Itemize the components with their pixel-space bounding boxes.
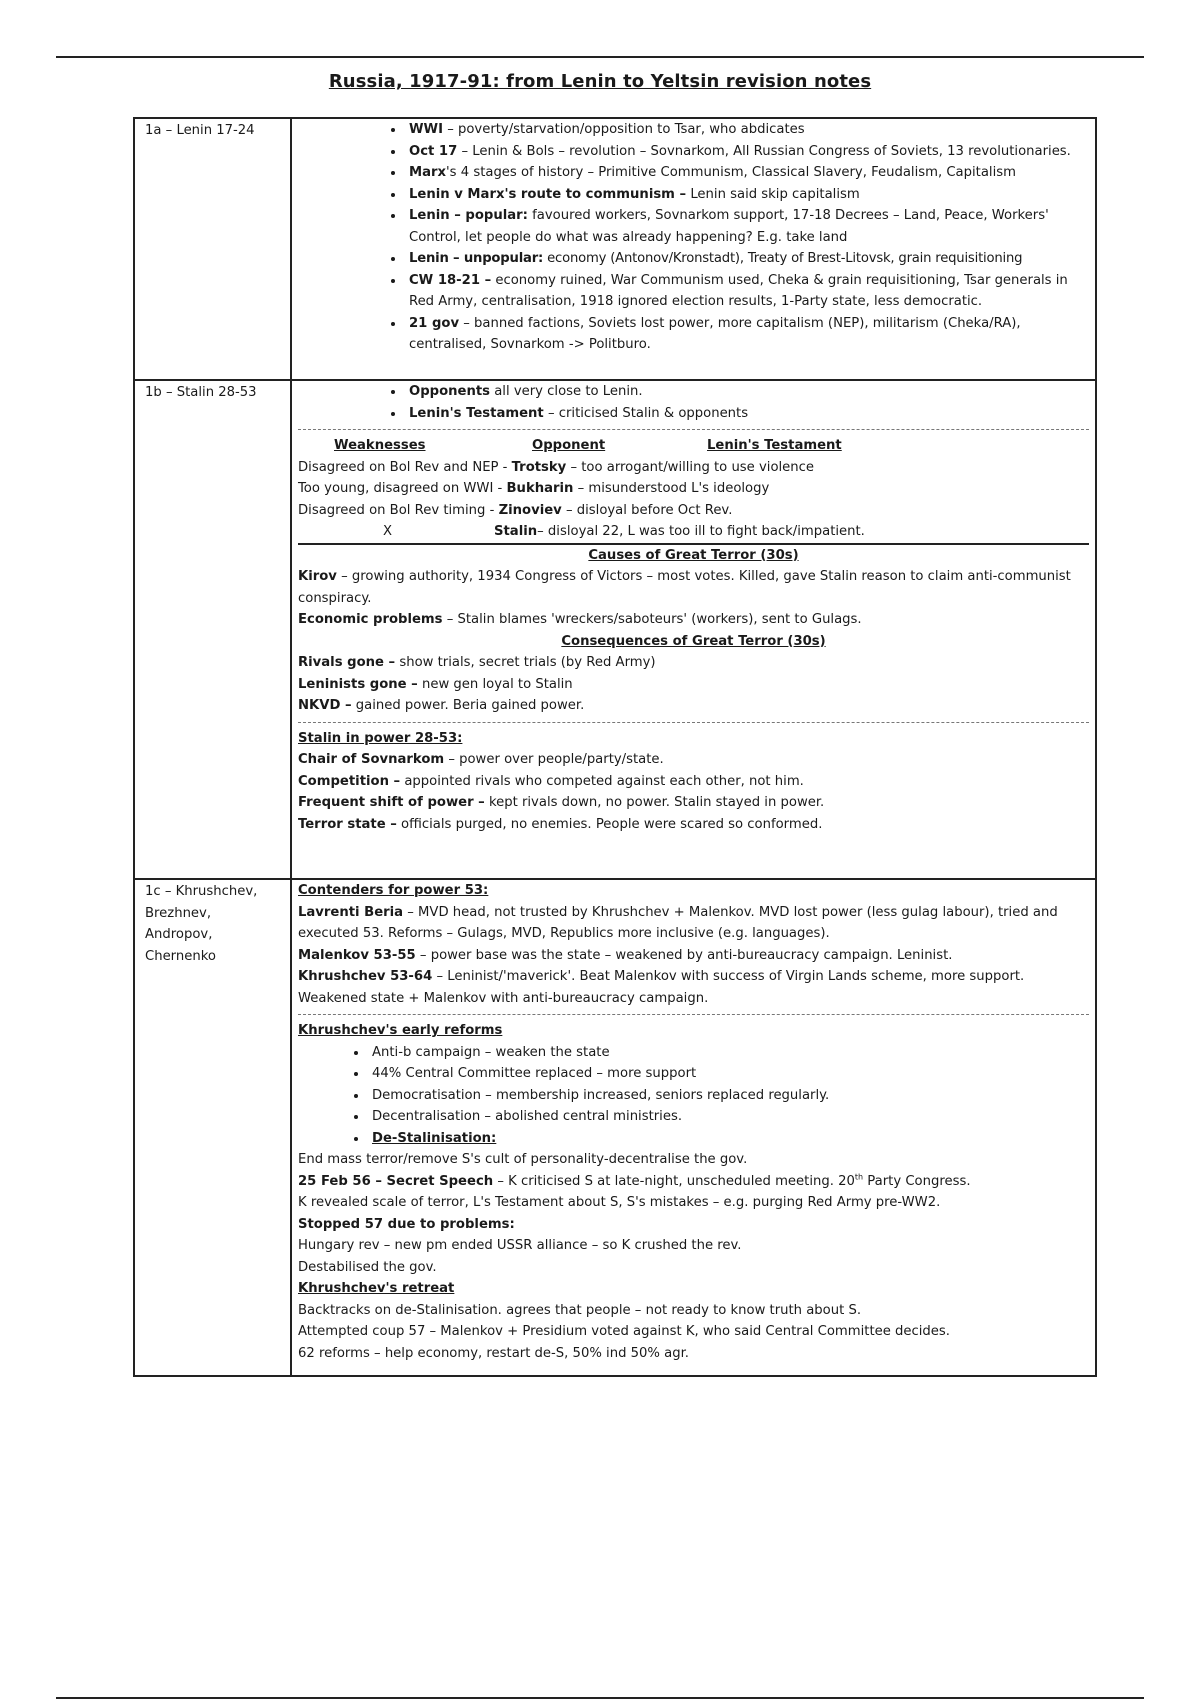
list-item: • Anti-b campaign – weaken the state <box>368 1042 1089 1064</box>
retreat-item: Backtracks on de-Stalinisation. agrees that people – not ready to know truth about S. <box>298 1302 862 1318</box>
reforms-heading: Khrushchev's early reforms <box>298 1023 503 1038</box>
stopped-item: Hungary rev – new pm ended USSR alliance – so K crushed the rev. <box>298 1238 742 1253</box>
section-1a-row <box>134 118 1096 380</box>
section-label: 1a – Lenin 17-24 <box>134 118 291 380</box>
list-item: • Lenin – popular: favoured workers, Sovnarkom support, 17-18 Decrees – Land, Peace, Workers' Control, let people do what was already happening? E.g. take land <box>405 205 1089 248</box>
section-1b-body <box>291 380 1096 879</box>
section-label: 1c – Khrushchev, Brezhnev, Andropov, Chernenko <box>134 879 291 1376</box>
divider <box>298 722 1089 723</box>
list-item: • Oct 17 – Lenin & Bols – revolution – Sovnarkom, All Russian Congress of Soviets, 13 revolutionaries. <box>405 141 1089 163</box>
cause-item: Kirov – growing authority, 1934 Congress of Victors – most votes. Killed, gave Stalin reason to claim anti-communist conspiracy. <box>298 569 1071 606</box>
weaknesses-header: Weaknesses <box>334 438 426 453</box>
list-item: • 44% Central Committee replaced – more support <box>368 1063 1089 1085</box>
section-1a-body <box>291 118 1096 380</box>
opponents-table-header <box>298 435 1089 457</box>
stopped-heading: Stopped 57 due to problems: <box>298 1216 515 1232</box>
list-item: • 21 gov – banned factions, Soviets lost power, more capitalism (NEP), militarism (Cheka/RA), centralised, Sovnarkom -> Politburo. <box>405 313 1089 356</box>
list-item: • De-Stalinisation: <box>368 1128 1089 1150</box>
opponents-bullets <box>298 381 1089 424</box>
power-item: Competition – appointed rivals who competed against each other, not him. <box>298 773 804 789</box>
notes-table <box>133 117 1097 1377</box>
divider <box>298 429 1089 430</box>
secret-speech: 25 Feb 56 – Secret Speech – K criticised S at late-night, unscheduled meeting. 20th Party Congress. <box>298 1172 971 1189</box>
opponent-row: Disagreed on Bol Rev timing - Zinoviev – disloyal before Oct Rev. <box>298 502 733 518</box>
consequence-item: NKVD – gained power. Beria gained power. <box>298 698 585 713</box>
cause-item: Economic problems – Stalin blames 'wreckers/saboteurs' (workers), sent to Gulags. <box>298 612 862 627</box>
lenin-bullets <box>298 119 1089 356</box>
divider <box>298 1014 1089 1015</box>
revealed-text: K revealed scale of terror, L's Testament about S, S's mistakes – e.g. purging Red Army pre-WW2. <box>298 1195 941 1210</box>
section-1c-body <box>291 879 1096 1376</box>
contender-item: Lavrenti Beria – MVD head, not trusted by Khrushchev + Malenkov. MVD lost power (less gulag labour), tried and executed 53. Reforms – Gulags, MVD, Republics more inclusive (e.g. languages). <box>298 904 1058 941</box>
page-title: Russia, 1917-91: from Lenin to Yeltsin revision notes <box>328 71 872 92</box>
stopped-item: Destabilised the gov. <box>298 1259 437 1275</box>
consequence-item: Leninists gone – new gen loyal to Stalin <box>298 676 573 692</box>
consequences-heading: Consequences of Great Terror (30s) <box>561 633 826 649</box>
contender-item: Khrushchev 53-64 – Leninist/'maverick'. Beat Malenkov with success of Virgin Lands scheme, more support. Weakened state + Malenkov with anti-bureaucracy campaign. <box>298 969 1025 1006</box>
power-item: Chair of Sovnarkom – power over people/party/state. <box>298 752 664 767</box>
destalinisation-text: End mass terror/remove S's cult of personality-decentralise the gov. <box>298 1152 748 1167</box>
retreat-heading: Khrushchev's retreat <box>298 1281 455 1296</box>
list-item: • Lenin – unpopular: economy (Antonov/Kronstadt), Treaty of Brest-Litovsk, grain requisitioning <box>405 248 1089 270</box>
contenders-heading: Contenders for power 53: <box>298 883 489 898</box>
power-item: Terror state – officials purged, no enemies. People were scared so conformed. <box>298 816 823 832</box>
top-rule <box>56 56 1144 58</box>
list-item: • Opponents all very close to Lenin. <box>405 381 1089 403</box>
opponent-row: Too young, disagreed on WWI - Bukharin – misunderstood L's ideology <box>298 481 770 496</box>
reforms-bullets <box>298 1042 1089 1150</box>
list-item: • Lenin v Marx's route to communism – Lenin said skip capitalism <box>405 184 1089 206</box>
opponent-header: Opponent <box>532 438 606 453</box>
opponent-row-stalin: X Stalin – disloyal 22, L was too ill to fight back/impatient. <box>383 524 865 539</box>
testament-header: Lenin's Testament <box>707 438 842 453</box>
list-item: • WWI – poverty/starvation/opposition to Tsar, who abdicates <box>405 119 1089 141</box>
section-label: 1b – Stalin 28-53 <box>134 380 291 879</box>
power-item: Frequent shift of power – kept rivals down, no power. Stalin stayed in power. <box>298 795 825 810</box>
retreat-item: Attempted coup 57 – Malenkov + Presidium voted against K, who said Central Committee decides. <box>298 1324 950 1339</box>
list-item: • Democratisation – membership increased, seniors replaced regularly. <box>368 1085 1089 1107</box>
section-1c-row <box>134 879 1096 1376</box>
causes-heading: Causes of Great Terror (30s) <box>298 543 1089 567</box>
retreat-item: 62 reforms – help economy, restart de-S, 50% ind 50% agr. <box>298 1345 689 1361</box>
section-1b-row <box>134 380 1096 879</box>
bottom-rule <box>56 1697 1144 1699</box>
stalin-power-heading: Stalin in power 28-53: <box>298 730 463 746</box>
consequence-item: Rivals gone – show trials, secret trials (by Red Army) <box>298 655 656 670</box>
contender-item: Malenkov 53-55 – power base was the state – weakened by anti-bureaucracy campaign. Leninist. <box>298 947 953 963</box>
list-item: • Lenin's Testament – criticised Stalin & opponents <box>405 403 1089 425</box>
list-item: • CW 18-21 – economy ruined, War Communism used, Cheka & grain requisitioning, Tsar generals in Red Army, centralisation, 1918 ignored election results, 1-Party state, less democratic. <box>405 270 1089 313</box>
list-item: • Decentralisation – abolished central ministries. <box>368 1106 1089 1128</box>
list-item: • Marx's 4 stages of history – Primitive Communism, Classical Slavery, Feudalism, Capitalism <box>405 162 1089 184</box>
opponent-row: Disagreed on Bol Rev and NEP - Trotsky – too arrogant/willing to use violence <box>298 459 815 475</box>
